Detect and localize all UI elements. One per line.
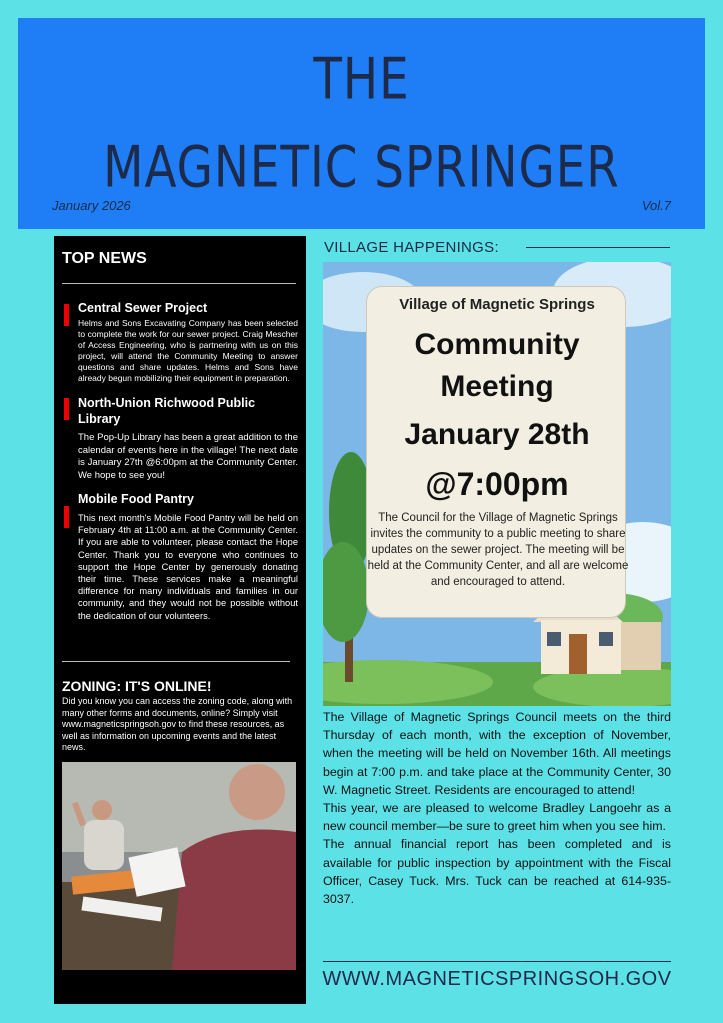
council-paragraph: This year, we are pleased to welcome Bradley Langoehr as a new council member—be sure to greet him when you see him.	[323, 801, 671, 834]
poster-description: The Council for the Village of Magnetic Springs invites the community to a public meeting to share updates on the sewer project. The meeting will be held at the Community Center, and all are welcome and encouraged to attend.	[367, 512, 629, 588]
news-title: North-Union Richwood Public Library	[78, 396, 256, 426]
top-news-heading: TOP NEWS	[62, 250, 147, 267]
poster-line-date: January 28th	[404, 418, 590, 451]
issue-date: January 2026	[52, 198, 131, 213]
council-paragraph: The Village of Magnetic Springs Council meets on the third Thursday of each month, with the exception of November, when the meeting will be held on November 16th. All meetings begin at 7:00 p.m. and take place at the Community Center, 30 W. Magnetic Street. Residents are encouraged to attend!	[323, 710, 671, 797]
news-item-library	[78, 395, 298, 482]
red-marker	[64, 506, 69, 528]
village-happenings-heading: VILLAGE HAPPENINGS:	[324, 239, 499, 256]
poster-line-meeting: Meeting	[440, 370, 554, 403]
council-info	[323, 708, 671, 908]
poster-line-community: Community	[414, 328, 580, 361]
news-item-food-pantry	[78, 491, 298, 622]
news-body: Helms and Sons Excavating Company has been selected to complete the work for our sewer project. Craig Mescher of Access Engineering, who is partnering with us on this project, will attend the Community Meeting to answer questions and share updates. Helms and Sons have already begun mobilizing their equipment in preparation.	[78, 318, 298, 383]
zoning-body: Did you know you can access the zoning code, along with many other forms and documents, online? Simply visit www.magneticspringsoh.gov to find these resources, as well as information on upcoming events and the latest news.	[62, 696, 293, 752]
masthead-title-line1: THE	[313, 47, 410, 113]
poster-line-time: @7:00pm	[425, 466, 569, 502]
meeting-photo-illustration	[62, 762, 296, 970]
council-paragraph: The annual financial report has been completed and is available for public inspection by appointment with the Fiscal Officer, Casey Tuck. Mrs. Tuck can be reached at 614-935-3037.	[323, 837, 671, 907]
community-meeting-poster	[323, 262, 671, 706]
news-title: Central Sewer Project	[78, 301, 208, 315]
divider	[62, 283, 296, 284]
meeting-photo	[62, 762, 296, 970]
website-link[interactable]: WWW.MAGNETICSPRINGSOH.GOV	[322, 968, 672, 990]
poster-village-name: Village of Magnetic Springs	[399, 296, 595, 313]
red-marker	[64, 398, 69, 420]
red-marker	[64, 304, 69, 326]
issue-volume: Vol.7	[641, 198, 671, 213]
news-item-sewer	[78, 300, 298, 384]
divider	[62, 661, 290, 662]
zoning-heading: ZONING: IT'S ONLINE!	[62, 678, 212, 694]
masthead-title-line2: MAGNETIC SPRINGER	[103, 135, 620, 201]
masthead	[18, 18, 705, 229]
top-news-column	[54, 236, 306, 1004]
news-body: This next month's Mobile Food Pantry will be held on February 4th at 11:00 a.m. at the Community Center. If you are able to volunteer, please contact the Hope Center. Thank you to everyone who continues to support the Hope Center by generously donating their time. These services make a meaningful difference for many individuals and families in our community, and they would not be possible without the dedication of our volunteers.	[78, 513, 298, 621]
news-body: The Pop-Up Library has been a great addition to the calendar of events here in the village! The next date is January 27th @6:00pm at the Community Center. We hope to see you!	[78, 432, 298, 481]
news-title: Mobile Food Pantry	[78, 492, 194, 506]
divider	[526, 247, 670, 248]
divider	[323, 961, 671, 962]
